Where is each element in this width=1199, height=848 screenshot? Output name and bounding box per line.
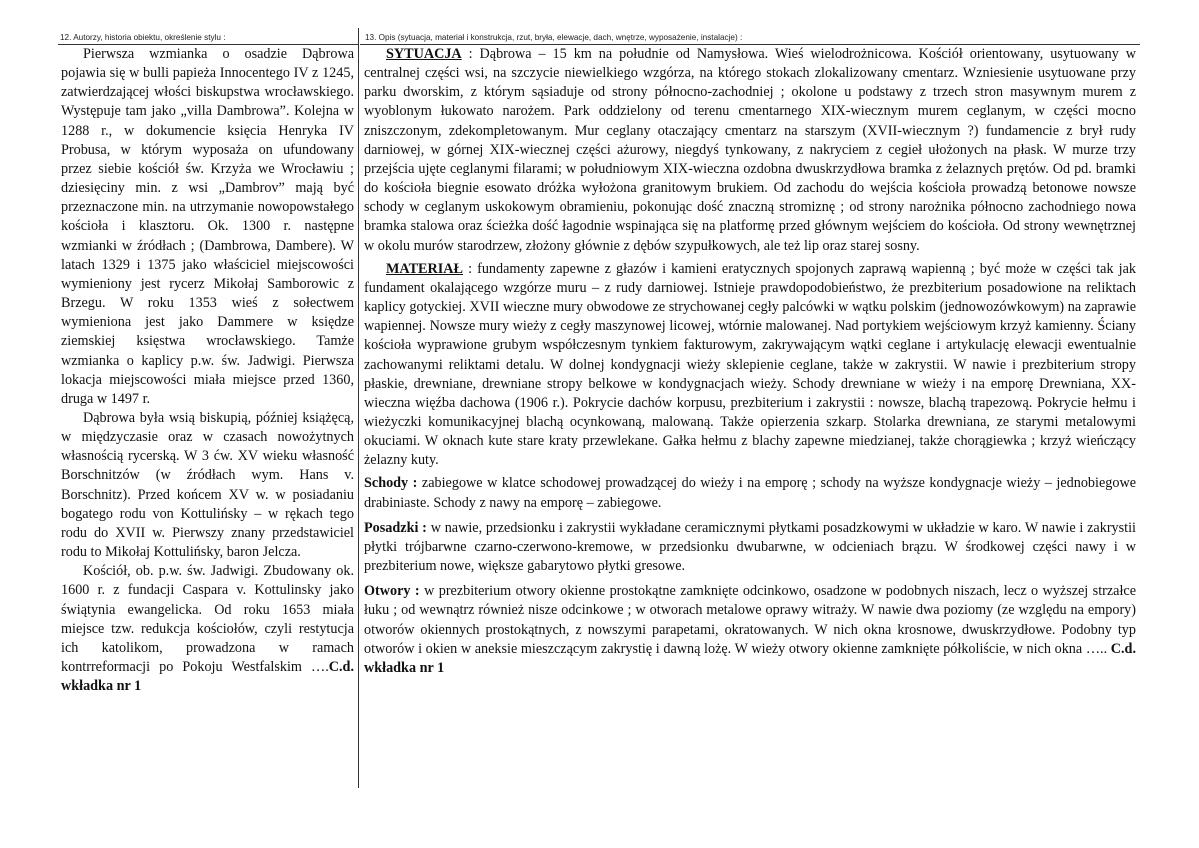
schody-text: zabiegowe w klatce schodowej prowadzącej do wieży i na emporę ; schody na wyższe kondygnacje wieży – jednobiegowe drabiniaste. Schody z nawy na emporę – zabiegowe. [364,475,1136,511]
continuation-note: C.d. wkładka nr 1 [61,659,354,695]
section-material [364,260,1136,471]
posadzki-heading: Posadzki : [364,519,427,536]
otwory-heading: Otwory : [364,583,420,600]
history-column [61,45,354,696]
material-text: : fundamenty zapewne z głazów i kamieni eratycznych spojonych zaprawą wapienną ; być może w części tak jak fundament okalającego wzgórze muru – z rudy darniowej. Istnieje prawdopodobieństwo, że prezbiterium posadowione na reliktach kaplicy gotyckiej. XVII wieczne mury obwodowe ze strychowanej cegły palcówki w wątku polskim (jednowozówkowym) na zaprawie wapiennej. Nowsze mury wieży z cegły maszynowej licowej, wtórnie malowanej. Nad portykiem wejściowym krzyż kamienny. Ściany kościoła wyprawione grubym współczesnym tynkiem fakturowym, zakrywającym wątki ceglane i artykulację elewacji ewentualnie zachowanymi reliktami detalu. W dolnej kondygnacji wieży sklepienie ceglane, także w zakrystii. W nawie i prezbiterium stropy płaskie, drewniane, drewniane stropy belkowe w kondygnacjach wieży. Schody drewniane w wieży i na emporę Drewniana, XX-wieczna więźba dachowa (1906 r.). Pokrycie dachów korpusu, prezbiterium i zakrystii : nowsze, blachą trapezową. Pokrycie hełmu i wieżyczki komunikacyjnej blachą ocynkowaną, malowaną. Także opierzenia szkarp. Stolarka drewniana, ze starymi metalowymi okuciami. W oknach kute stare kraty przewlekane. Gałka hełmu z blachy zapewne miedzianej, także chorągiewka ; krzyż wieńczący żelazny kuty. [364,260,1136,469]
posadzki-text: w nawie, przedsionku i zakrystii wykładane ceramicznymi płytkami posadzkowymi w układzie w karo. W nawie i zakrystii płytki trójbarwne czarno-czerwono-kremowe, w przedsionku dwubarwne, w odcieniach brązu. W środkowej części nawy i w prezbiterium nowe, większe gabarytowo płytki gresowe. [364,519,1136,575]
section-otwory [364,582,1136,678]
schody-heading: Schody : [364,475,418,492]
section-posadzki [364,519,1136,576]
history-paragraph-2: Dąbrowa była wsią biskupią, później książęcą, w międzyczasie oraz w czasach nowożytnych własnością rycerską. W 3 ćw. XV wieku własność Borschnitzów (w źródłach wym. Hans v. Borschnitz). Przed końcem XV w. w posiadaniu bogatego rodu von Kottulińsky – w rękach tego rodu do XVII w. Pierwszy znany przedstawiciel rodu to Mikołaj Kottulińsky, baron Jelcza. [61,409,354,561]
section-schody [364,474,1136,512]
history-paragraph-3-text: Kościół, ob. p.w. św. Jadwigi. Zbudowany ok. 1600 r. z fundacji Caspara v. Kottulinsky jako świątynia ewangelicka. Od roku 1653 miała miejsce tzw. redukcja kościołów, czyli restytucja ich katolikom, prowadzona w ramach kontrreformacji po Pokoju Westfalskim …. [61,563,354,675]
otwory-text: w prezbiterium otwory okienne prostokątne zamknięte odcinkowo, osadzone w podobnych niszach, lecz o wyższej strzałce łuku ; od wewnątrz również nisze odcinkowe ; w otworach metalowe oprawy witraży. W nawie dwa poziomy (ze względu na empory) otworów okiennych prostokątnych, z nowszymi parapetami, okratowanych. W nich okna krosnowe, dwuskrzydłowe. Podobny typ otworów i okien w aneksie mieszczącym zakrystię i dawną lożę. W wieży otwory okienne zamknięte półkoliście, w nich okna ….. [364,583,1136,657]
otwory-continuation-note: C.d. wkładka nr 1 [364,640,1136,676]
left-column-header: 12. Autorzy, historia obiektu, określenie stylu : [60,33,226,42]
history-paragraph-3 [61,562,354,696]
material-heading: MATERIAŁ [386,260,463,277]
sytuacja-text: : Dąbrowa – 15 km na południe od Namysłowa. Wieś wielodrożnicowa. Kościół orientowany, usytuowany w centralnej części wsi, na szczycie niewielkiego wzgórza, na którego stokach zlokalizowany cmentarz. Wzniesienie usytuowane przy parku dworskim, z którym sąsiaduje od strony północno-zachodniej ; okolone u podstawy z trzech stron masywnym murem z wyoblonym łukowato narożem. Park oddzielony od terenu cmentarnego XIX-wiecznym murem ceglanym, w części mocno zniszczonym, zdekompletowanym. Mur ceglany otaczający cmentarz na starszym (XVII-wiecznym ?) fundamencie z brył rudy darniowej, w górnej XIX-wiecznej części ażurowy, niegdyś tynkowany, z nakryciem z cegieł ułożonych na płask. W murze trzy przejścia ujęte ceglanymi filarami; w południowym XIX-wieczna ozdobna dwuskrzydłowa bramka z żelaznych prętów. Od pd. bramki do kościoła biegnie esowato dróżka wyłożona granitowym brukiem. Od zachodu do wejścia kościoła prowadzą betonowe nowsze schody w ceglanym uskokowym obramieniu, pokonując dość znaczną stromiznę ; od strony narożnika północno zachodniego nowa bramka stalowa oraz ścieżka dość łagodnie wspinająca się na platformę przed głównym wejściem do kościoła. Od strony wewnętrznej w okolu murów starodrzew, złożony głównie z dębów szypułkowych, ale też lip oraz starej sosny. [364,46,1136,254]
description-column [364,45,1136,678]
sytuacja-heading: SYTUACJA [386,46,462,62]
right-column-header: 13. Opis (sytuacja, materiał i konstrukcja, rzut, bryła, elewacje, dach, wnętrze, wyposażenie, instalacje) : [365,33,743,42]
history-paragraph-1: Pierwsza wzmianka o osadzie Dąbrowa pojawia się w bulli papieża Innocentego IV z 1245, zatwierdzającej włości biskupstwa wrocławskiego. Występuje tam jako „villa Dambrowa”. Kolejna w 1288 r., w dokumencie księcia Henryka IV Probusa, w którym wyposaża on ufundowany przez siebie kościół św. Krzyża we Wrocławiu ; dziesięciny min. z wsi „Dambrov” mają być przeznaczone min. na utrzymanie nowopowstałego kościoła i klasztoru. Ok. 1300 r. następne wzmianki w źródłach ; (Dambrowa, Dambere). W latach 1329 i 1375 jako właściciel miejscowości wymieniony jest rycerz Mikołaj Samborowic z Brzegu. W roku 1353 wieś z sołectwem wymieniona jest jako Dammere w księdze ziemskiej księstwa wrocławskiego. Tamże wzmianka o kaplicy p.w. św. Jadwigi. Pierwsza lokacja miejscowości miała miejsce przed 1360, druga w 1497 r. [61,46,354,407]
column-divider [358,28,359,788]
section-sytuacja [364,45,1136,256]
